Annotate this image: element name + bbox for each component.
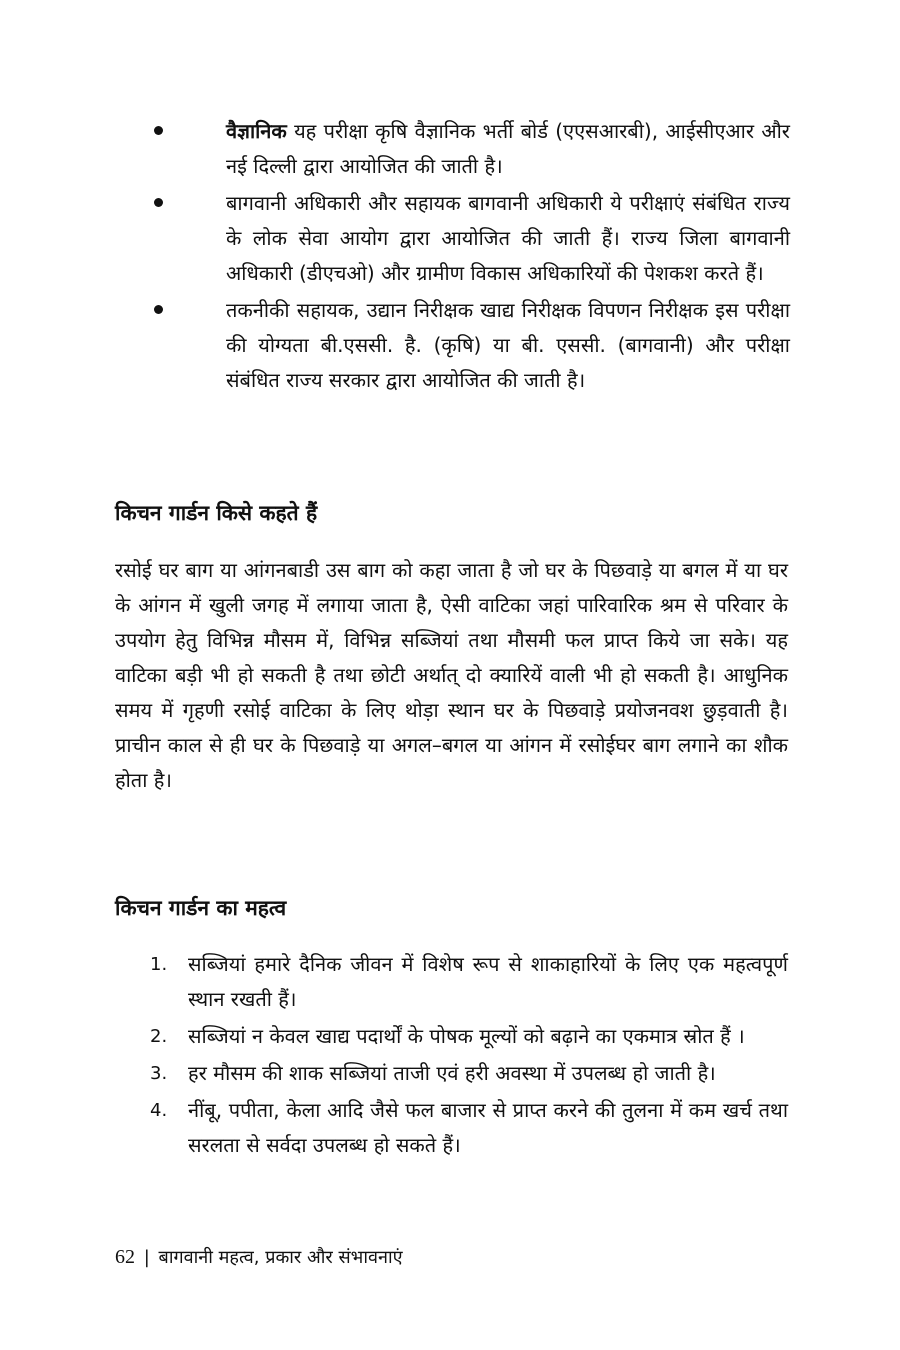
bullet-dot-icon bbox=[154, 305, 163, 314]
list-item bbox=[150, 1019, 788, 1054]
list-number: 3. bbox=[150, 1063, 168, 1084]
page-footer bbox=[115, 1244, 403, 1271]
bullet-text bbox=[226, 114, 790, 184]
importance-numbered-list bbox=[150, 947, 788, 1165]
list-item-text: सब्जियां न केवल खाद्य पदार्थों के पोषक मूल्यों को बढ़ाने का एकमात्र स्रोत हैं । bbox=[188, 1024, 745, 1048]
list-item-text: हर मौसम की शाक सब्जियां ताजी एवं हरी अवस्था में उपलब्ध हो जाती है। bbox=[188, 1061, 716, 1085]
page-number: 62 bbox=[115, 1246, 135, 1268]
bullet-dot-icon bbox=[154, 126, 163, 135]
list-number: 1. bbox=[150, 954, 168, 975]
list-item bbox=[150, 947, 788, 1017]
book-title: बागवानी महत्व, प्रकार और संभावनाएं bbox=[158, 1247, 403, 1268]
bullet-item bbox=[150, 293, 790, 398]
bullet-dot-icon bbox=[154, 198, 163, 207]
list-item bbox=[150, 1056, 788, 1091]
bullet-item bbox=[150, 114, 790, 184]
bullet-bold-term: वैज्ञानिक bbox=[226, 119, 287, 143]
section-heading-kitchen-garden-importance: किचन गार्डन का महत्व bbox=[115, 896, 287, 920]
list-item bbox=[150, 1093, 788, 1163]
list-item-text: नींबू, पपीता, केला आदि जैसे फल बाजार से प्राप्त करने की तुलना में कम खर्च तथा सरलता से सर्वदा उपलब्ध हो सकते हैं। bbox=[188, 1098, 788, 1157]
bullet-body: बागवानी अधिकारी और सहायक बागवानी अधिकारी ये परीक्षाएं संबंधित राज्य के लोक सेवा आयोग द्वारा आयोजित की जाती हैं। राज्य जिला बागवानी अधिकारी (डीएचओ) और ग्रामीण विकास अधिकारियों की पेशकश करते हैं। bbox=[226, 191, 790, 285]
section-heading-kitchen-garden-definition: किचन गार्डन किसे कहते हैं bbox=[115, 501, 318, 525]
exam-bullet-list bbox=[150, 114, 790, 400]
bullet-text bbox=[226, 293, 790, 398]
bullet-body: यह परीक्षा कृषि वैज्ञानिक भर्ती बोर्ड (एएसआरबी), आईसीएआर और नई दिल्ली द्वारा आयोजित की जाती है। bbox=[226, 119, 790, 178]
list-number: 2. bbox=[150, 1026, 168, 1047]
bullet-item bbox=[150, 186, 790, 291]
definition-paragraph: रसोई घर बाग या आंगनबाडी उस बाग को कहा जाता है जो घर के पिछवाड़े या बगल में या घर के आंगन में खुली जगह में लगाया जाता है, ऐसी वाटिका जहां पारिवारिक श्रम से परिवार के उपयोग हेतु विभिन्न मौसम में, विभिन्न सब्जियां तथा मौसमी फल प्राप्त किये जा सके। यह वाटिका बड़ी भी हो सकती है तथा छोटी अर्थात् दो क्यारियें वाली भी हो सकती है। आधुनिक समय में गृहणी रसोई वाटिका के लिए थोड़ा स्थान घर के पिछवाड़े प्रयोजनवश छुड़वाती है। प्राचीन काल से ही घर के पिछवाड़े या अगल–बगल या आंगन में रसोईघर बाग लगाने का शौक होता है। bbox=[115, 558, 788, 792]
bullet-text bbox=[226, 186, 790, 291]
list-number: 4. bbox=[150, 1100, 168, 1121]
bullet-body: तकनीकी सहायक, उद्यान निरीक्षक खाद्य निरीक्षक विपणन निरीक्षक इस परीक्षा की योग्यता बी.एससी. है. (कृषि) या बी. एससी. (बागवानी) और परीक्षा संबंधित राज्य सरकार द्वारा आयोजित की जाती है। bbox=[226, 298, 790, 392]
footer-separator: | bbox=[143, 1247, 150, 1268]
list-item-text: सब्जियां हमारे दैनिक जीवन में विशेष रूप से शाकाहारियों के लिए एक महत्वपूर्ण स्थान रखती हैं। bbox=[188, 952, 788, 1011]
